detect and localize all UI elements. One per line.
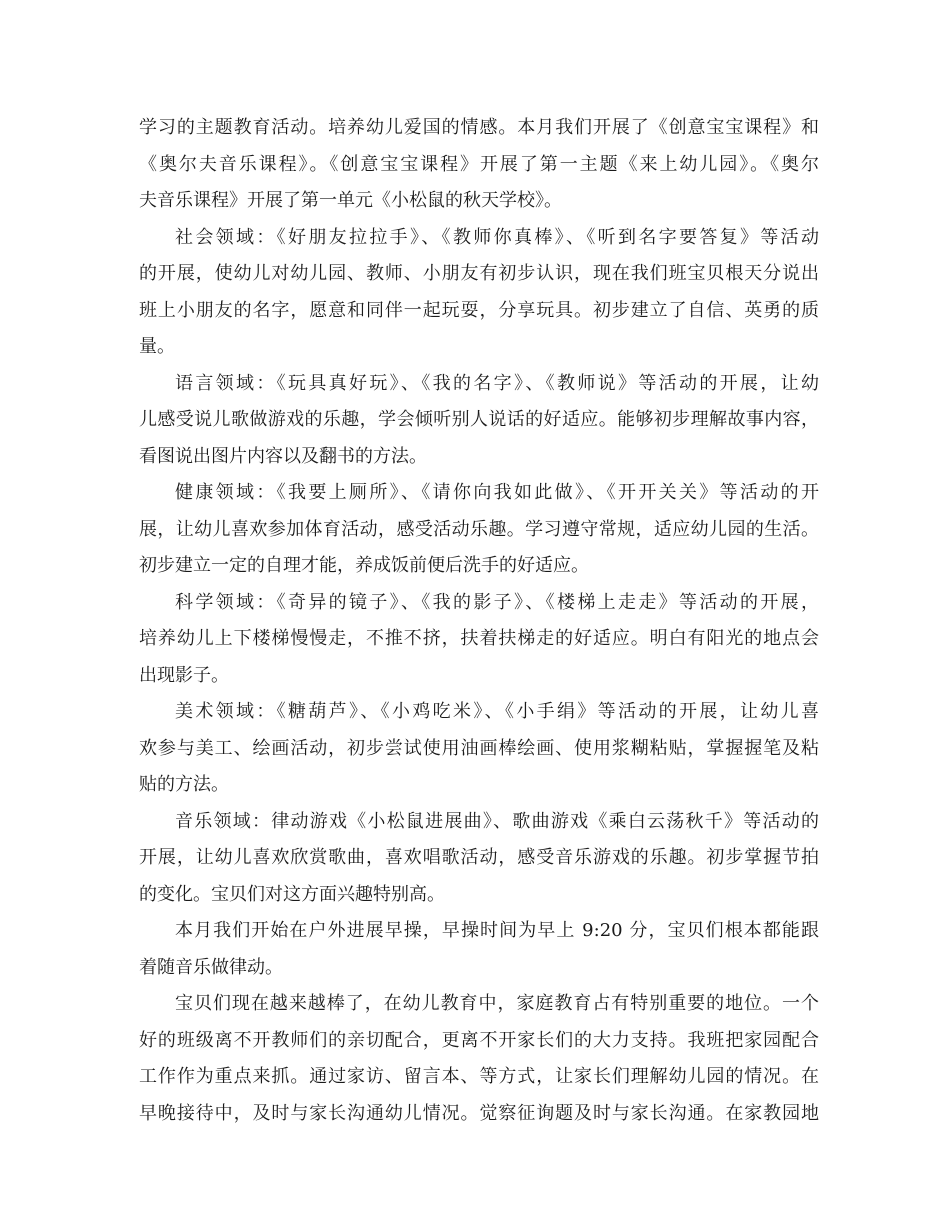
paragraph xyxy=(139,804,819,914)
text-line: 的变化。宝贝们对这方面兴趣特别高。 xyxy=(139,883,445,905)
text-line: 出现影子。 xyxy=(139,664,229,686)
text-line: 看图说出图片内容以及翻书的方法。 xyxy=(139,445,427,467)
paragraph xyxy=(139,913,819,986)
text-line: 量。 xyxy=(139,336,175,357)
text-line: 班上小朋友的名字，愿意和同伴一起玩耍，分享玩具。初步建立了自信、英勇的质 xyxy=(139,299,819,321)
text-line: 欢参与美工、绘画活动，初步尝试使用油画棒绘画、使用浆糊粘贴，掌握握笔及粘 xyxy=(139,737,819,759)
text-line: 展，让幼儿喜欢参加体育活动，感受活动乐趣。学习遵守常规，适应幼儿园的生活。 xyxy=(139,518,819,540)
text-line: 学习的主题教育活动。培养幼儿爱国的情感。本月我们开展了《创意宝宝课程》和 xyxy=(139,117,819,138)
text-line: 语言领域：《玩具真好玩》、《我的名字》、《教师说》等活动的开展，让幼 xyxy=(175,372,819,394)
text-line: 社会领域：《好朋友拉拉手》、《教师你真棒》、《听到名字要答复》等活动 xyxy=(175,226,819,248)
text-line: 健康领域：《我要上厕所》、《请你向我如此做》、《开开关关》等活动的开 xyxy=(175,482,819,503)
text-line: 儿感受说儿歌做游戏的乐趣，学会倾听别人说话的好适应。能够初步理解故事内容， xyxy=(139,409,819,430)
document-body xyxy=(139,110,819,1132)
paragraph xyxy=(139,585,819,695)
text-line: 科学领域：《奇异的镜子》、《我的影子》、《楼梯上走走》等活动的开展， xyxy=(175,591,819,613)
text-line: 《奥尔夫音乐课程》。《创意宝宝课程》开展了第一主题《来上幼儿园》。《奥尔 xyxy=(139,153,819,175)
paragraph xyxy=(139,694,819,804)
text-line: 着随音乐做律动。 xyxy=(139,956,283,978)
paragraph xyxy=(139,475,819,585)
text-line: 贴的方法。 xyxy=(139,774,229,795)
text-line: 夫音乐课程》开展了第一单元《小松鼠的秋天学校》。 xyxy=(139,190,562,211)
paragraph xyxy=(139,986,819,1132)
text-line: 音乐领域：律动游戏《小松鼠进展曲》、歌曲游戏《乘白云荡秋千》等活动的 xyxy=(175,810,819,832)
paragraph xyxy=(139,366,819,476)
text-line: 好的班级离不开教师们的亲切配合，更离不开家长们的大力支持。我班把家园配合 xyxy=(139,1029,819,1051)
text-line: 开展，让幼儿喜欢欣赏歌曲，喜欢唱歌活动，感受音乐游戏的乐趣。初步掌握节拍 xyxy=(139,847,819,868)
text-line: 的开展，使幼儿对幼儿园、教师、小朋友有初步认识，现在我们班宝贝根天分说出 xyxy=(139,263,819,284)
text-line: 本月我们开始在户外进展早操，早操时间为早上 9:20 分，宝贝们根本都能跟 xyxy=(175,920,819,941)
paragraph xyxy=(139,220,819,366)
text-line: 早晚接待中，及时与家长沟通幼儿情况。觉察征询题及时与家长沟通。在家教园地 xyxy=(139,1102,819,1124)
text-line: 初步建立一定的自理才能，养成饭前便后洗手的好适应。 xyxy=(139,555,589,576)
text-line: 美术领域：《糖葫芦》、《小鸡吃米》、《小手绢》等活动的开展，让幼儿喜 xyxy=(175,701,819,722)
text-line: 培养幼儿上下楼梯慢慢走，不推不挤，扶着扶梯走的好适应。明白有阳光的地点会 xyxy=(139,628,819,649)
paragraph xyxy=(139,110,819,220)
text-line: 宝贝们现在越来越棒了，在幼儿教育中，家庭教育占有特别重要的地位。一个 xyxy=(175,993,819,1014)
text-line: 工作作为重点来抓。通过家访、留言本、等方式，让家长们理解幼儿园的情况。在 xyxy=(139,1066,819,1087)
